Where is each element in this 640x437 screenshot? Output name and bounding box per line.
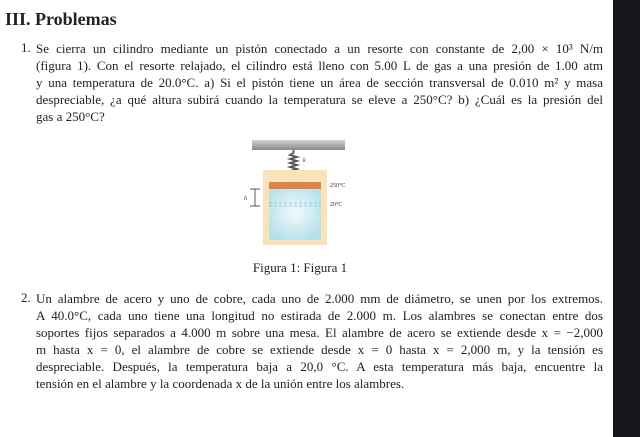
cylinder-figure — [240, 135, 360, 250]
problem-2-text — [36, 290, 603, 392]
height-bracket — [250, 189, 260, 206]
text-line: despreciable, ¿a qué altura subirá cuando la temperatura se eleve a 250°C? b) ¿Cuál es la presión del — [36, 92, 603, 107]
section-heading: III. Problemas — [5, 9, 117, 29]
problem-2-number: 2. — [21, 290, 31, 305]
text-line: tensión en el alambre y la coordenada x de la unión entre los alambres. — [36, 376, 405, 391]
text-line: Un alambre de acero y uno de cobre, cada uno de 2.000 mm de diámetro, se unen por los extremos. — [36, 291, 603, 306]
text-line: gas a 250°C? — [36, 109, 105, 124]
problem-1-text — [36, 40, 603, 125]
text-line: Se cierra un cilindro mediante un pistón conectado a un resorte con constante de 2,00 × 10³ N/m — [36, 41, 603, 56]
problem-1-number: 1. — [21, 40, 31, 55]
dark-side-strip — [613, 0, 640, 437]
spring-label: k — [303, 158, 306, 164]
text-line: m hasta x = 0, el alambre de cobre se extiende desde x = 0 hasta x = 2,000 m, y la tensión es — [36, 342, 603, 357]
text-line: despreciable. Después, la temperatura baja a 20,0 °C. A esta temperatura más baja, encuentre la — [36, 359, 603, 374]
temp-hot-label: 250°C — [330, 183, 346, 189]
figure-caption: Figura 1: Figura 1 — [252, 260, 348, 275]
gas-region — [269, 189, 321, 240]
text-line: soportes fijos separados a 4.000 m sobre una mesa. El alambre de acero se extiende desde x = −2,000 — [36, 325, 603, 340]
temp-cold-label: 20°C — [330, 202, 343, 208]
height-label: h — [244, 196, 247, 202]
piston — [269, 182, 321, 189]
text-line: y una temperatura de 20.0°C. a) Si el pistón tiene un área de sección transversal de 0.010 m² y masa — [36, 75, 603, 90]
ceiling-support — [252, 140, 345, 150]
text-line: (figura 1). Con el resorte relajado, el cilindro está lleno con 5.00 L de gas a una presión de 1.00 atm — [36, 58, 603, 73]
text-line: A 40.0°C, cada uno tiene una longitud no estirada de 2.000 m. Los alambres se conectan entre dos — [36, 308, 603, 323]
